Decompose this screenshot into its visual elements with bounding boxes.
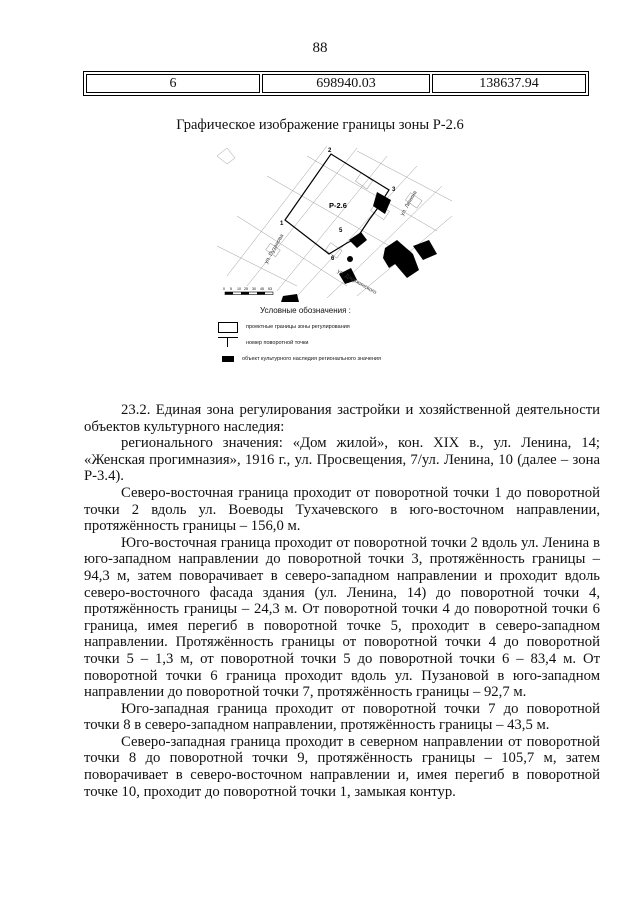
paragraph: регионального значения: «Дом жилой», кон. XIX в., ул. Ленина, 14; «Женская прогимназия», 1916 г., ул. Просвещения, 7/ул. Ленина, 10 (далее – зона Р-3.4). bbox=[84, 435, 600, 485]
scale-tick: 30 bbox=[252, 287, 256, 291]
legend-item bbox=[218, 320, 478, 334]
point-number-cell: 6 bbox=[86, 74, 260, 93]
section-heading: 23.2. Единая зона регулирования застройки и хозяйственной деятельности объектов культурного наследия: bbox=[84, 402, 600, 435]
scale-tick: 0 bbox=[223, 287, 225, 291]
map-title: Графическое изображение границы зоны Р-2.6 bbox=[176, 117, 464, 133]
x-coordinate-cell: 698940.03 bbox=[262, 74, 430, 93]
boundary-rectangle-icon bbox=[218, 322, 238, 333]
paragraph: Северо-восточная граница проходит от поворотной точки 1 до поворотной точки 2 вдоль ул. Воеводы Тухачевского в юго-восточном направлении, протяжённость границы – 156,0 м. bbox=[84, 484, 600, 535]
point-label: 6 bbox=[331, 256, 335, 262]
zone-map bbox=[207, 136, 459, 302]
scale-tick: 10 bbox=[237, 287, 241, 291]
paragraph: Юго-восточная граница проходит от поворотной точки 2 вдоль ул. Ленина в юго-западном направлении до поворотной точки 3, протяжённость границы – 94,3 м, затем поворачивает в северо-западном направлении и проходит вдоль северо-восточного фасада здания (ул. Ленина, 14) до поворотной точки 4, протяжённость границы – 24,3 м. От поворотной точки 4 до поворотной точки 6 граница, имея перегиб в поворотной точке 5, проходит в северо-западном направлении. Протяжённость границы от поворотной точки 4 до поворотной точки 5 – 1,3 м, от поворотной точки 5 до поворотной точки 6 – 83,4 м. От поворотной точки 6 граница проходит вдоль ул. Пузановой в юго-западном направлении до поворотной точки 7, протяжённость границы – 92,7 м. bbox=[84, 534, 600, 701]
legend-item bbox=[218, 336, 478, 350]
heritage-object-icon bbox=[222, 356, 234, 362]
point-label: 3 bbox=[392, 187, 396, 193]
zone-map-drawing bbox=[207, 136, 459, 302]
legend-item bbox=[218, 352, 478, 366]
point-label: 1 bbox=[280, 221, 284, 227]
street-label: ул. Ленина bbox=[399, 189, 419, 217]
map-legend bbox=[218, 306, 478, 368]
legend-label: номер поворотной точки bbox=[246, 340, 309, 346]
y-coordinate-cell: 138637.94 bbox=[432, 74, 586, 93]
paragraph: Юго-западная граница проходит от поворотной точки 7 до поворотной точки 8 в северо-западном направлении, протяжённость границы – 43,5 м. bbox=[84, 700, 600, 734]
point-label: 4 bbox=[356, 236, 360, 242]
point-label: 2 bbox=[328, 148, 332, 154]
scale-tick: 45 bbox=[260, 287, 264, 291]
cadastral-background bbox=[217, 146, 452, 298]
point-label: 5 bbox=[339, 228, 343, 234]
scale-bar bbox=[223, 287, 273, 295]
paragraph: Северо-западная граница проходит в северном направлении от поворотной точки 8 до поворотной точки 9, протяжённость границы – 105,7 м, затем поворачивает в северо-восточном направлении и, имея перегиб в поворотной точке 10, проходит до поворотной точки 1, замыкая контур. bbox=[84, 733, 600, 800]
legend-label: проектные границы зоны регулирования bbox=[246, 324, 350, 330]
street-label: ул. Дзержинского bbox=[336, 268, 378, 296]
coordinates-table bbox=[83, 71, 589, 96]
street-label: ул. Пузанова bbox=[263, 233, 286, 265]
scale-tick: 5 bbox=[230, 287, 232, 291]
turning-point-marker-icon bbox=[218, 337, 238, 350]
legend-title: Условные обозначения : bbox=[260, 306, 351, 315]
table-row bbox=[86, 74, 586, 93]
zone-label: Р-2.6 bbox=[329, 201, 347, 210]
scale-tick: 25 bbox=[244, 287, 248, 291]
document-text bbox=[84, 402, 600, 800]
page-number: 88 bbox=[312, 40, 328, 56]
legend-label: объект культурного наследия регионального значения bbox=[242, 356, 381, 362]
scale-tick: 53 bbox=[268, 287, 272, 291]
